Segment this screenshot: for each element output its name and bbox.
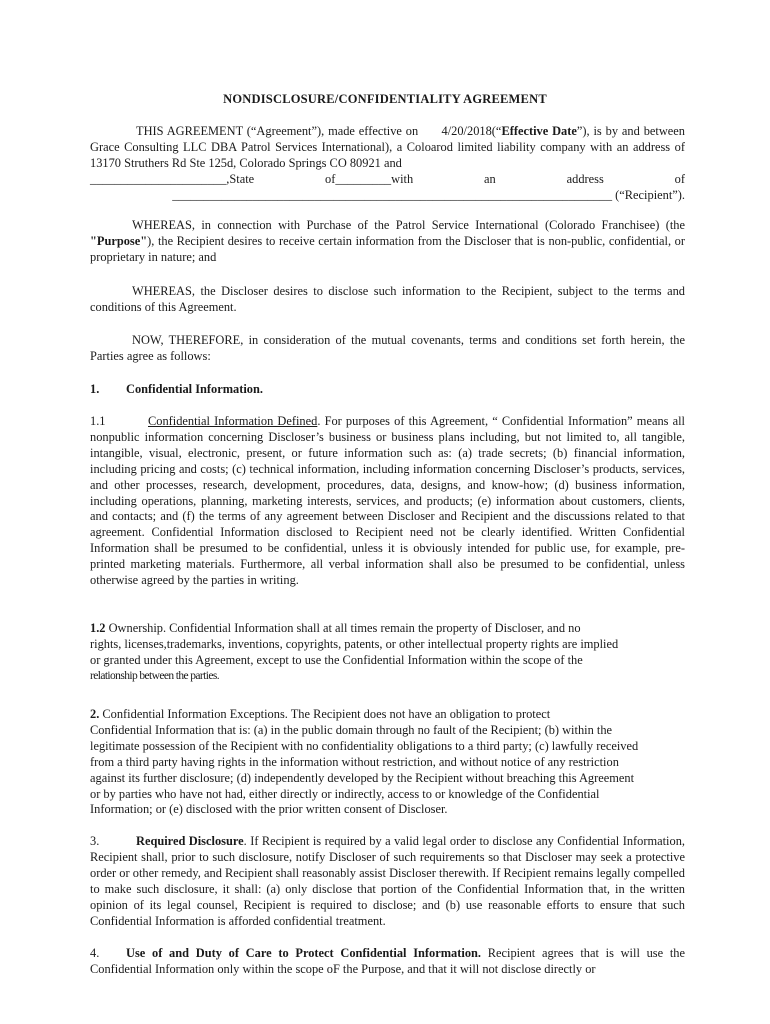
whereas-paragraph-1 (90, 218, 685, 266)
effective-date-label: Effective Date (501, 124, 577, 138)
purpose-label: "Purpose" (90, 233, 148, 248)
section-2-paragraph (90, 707, 685, 818)
section-1-2-number: 1.2 (90, 621, 106, 635)
whereas1-text-b: ), the Recipient desires to receive certain information from the Discloser that is non-public, confidential, or proprietary in nature; and (90, 233, 685, 264)
now-therefore-paragraph (90, 333, 685, 365)
intro-state-line: ______________________,State of_________with an address of (90, 171, 685, 186)
intro-recipient-line: _______________________________________________________________________ (“Recipient”). (172, 187, 685, 202)
effective-date-value: 4/20/2018 (441, 124, 492, 138)
section-1-1-paragraph (90, 414, 685, 589)
section-1-1-heading: Confidential Information Defined (148, 414, 318, 428)
whereas-paragraph-2 (90, 284, 685, 316)
section-1-1-text: . For purposes of this Agreement, “ Confidential Information” means all nonpublic information concerning Discloser’s business or business plans including, but not limited to, all tangible, intangible, visual, electronic, present, or future information such as: (a) trade secrets; (b) financial information, including pricing and costs; (c) technical information, including information concerning Discloser’s products, services, and other processes, research, development, procedures, data, designs, and know-how; (d) business information, including operations, planning, marketing interests, services, and products; (e) information about customers, clients, and contacts; and (f) the terms of any agreement between Discloser and Recipient and the discussions related to that agreement. Confidential Information disclosed to Recipient need not be clearly identified. Written Confidential Information shall be presumed to be confidential, unless it is obviously intended for public use, for example, pre-printed marketing materials. Furthermore, all verbal information shall also be presumed to be confidential, unless otherwise agreed by the parties in writing. (90, 414, 685, 588)
section-4-text: Recipient agrees that is will use the Confidential Information only within the scope oF the Purpose, and that it will not disclose directly or (90, 946, 685, 976)
section-2-number: 2. (90, 707, 100, 721)
section-3-paragraph (90, 834, 685, 929)
section-2-line-7: Information; or (e) disclosed with the prior written consent of Discloser. (90, 802, 448, 817)
section-1-1-number: 1.1 (90, 414, 106, 428)
section-3-text: . If Recipient is required by a valid legal order to disclose any Confidential Information, Recipient shall, prior to such disclosure, notify Discloser of such requirements so that Discloser may seek a protective order or other remedy, and Recipient shall reasonably assist Discloser therewith. If Recipient remains legally compelled to make such disclosure, it shall: (a) only disclose that portion of the Confidential Information that, in the written opinion of its legal counsel, Recipient is required to disclose; and (b) use reasonable efforts to ensure that such Confidential Information is afforded confidential treatment. (90, 834, 685, 928)
whereas1-text-a: WHEREAS, in connection with Purchase of the Patrol Service International (Colorado Franchisee) (the (132, 218, 685, 232)
section-2-line-1: Confidential Information Exceptions. The Recipient does not have an obligation to protect (99, 707, 551, 721)
section-4-paragraph (90, 946, 685, 978)
whereas2-text: WHEREAS, the Discloser desires to disclose such information to the Recipient, subject to the terms and conditions of this Agreement. (90, 284, 685, 314)
section-3-title: Required Disclosure (136, 834, 244, 848)
intro-paragraph (90, 124, 685, 204)
section-4-title: Use of and Duty of Care to Protect Confidential Information. (126, 946, 482, 960)
section-4-number: 4. (90, 946, 100, 960)
section-3-number: 3. (90, 834, 100, 848)
intro-parties: ”), is by and between Grace Consulting LLC DBA Patrol Services International), a Coloarod limited liability company with an address of 13170 Struthers Rd Ste 125d, Colorado Springs CO 80921 and (90, 124, 685, 170)
section-1-2-line-3: or granted under this Agreement, except to use the Confidential Information within the scope of the (90, 652, 583, 667)
section-2-line-4: from a third party having rights in the information without restriction, and without notice of any restriction (90, 754, 619, 769)
section-1-2-paragraph (90, 621, 685, 685)
now-therefore-text: NOW, THEREFORE, in consideration of the mutual covenants, terms and conditions set forth herein, the Parties agree as follows: (90, 333, 685, 363)
section-1-2-line-4: relationship between the parties. (90, 669, 220, 682)
section-2-line-2: Confidential Information that is: (a) in the public domain through no fault of the Recipient; (b) within the (90, 722, 613, 737)
section-1-2-line-1: Ownership. Confidential Information shall at all times remain the property of Discloser, and no (105, 621, 581, 635)
section-1-title: Confidential Information. (126, 382, 263, 396)
section-1-number: 1. (90, 382, 100, 396)
document-title: NONDISCLOSURE/CONFIDENTIALITY AGREEMENT (223, 92, 547, 106)
section-1-2-line-2: rights, licenses,trademarks, inventions, copyrights, patents, or other intellectual property rights are implied (90, 636, 619, 651)
intro-lead: THIS AGREEMENT (“Agreement”), made effective on (136, 124, 419, 138)
section-2-line-6: or by parties who have not had, either directly or indirectly, access to or knowledge of the Confidential (90, 786, 600, 801)
section-1-heading (90, 382, 263, 397)
section-2-line-3: legitimate possession of the Recipient with no confidentiality obligations to a third party; (c) lawfully received (90, 738, 639, 753)
quote-open: (“ (491, 124, 502, 138)
section-2-line-5: against its further disclosure; (d) independently developed by the Recipient without breaching this Agreement (90, 770, 635, 785)
